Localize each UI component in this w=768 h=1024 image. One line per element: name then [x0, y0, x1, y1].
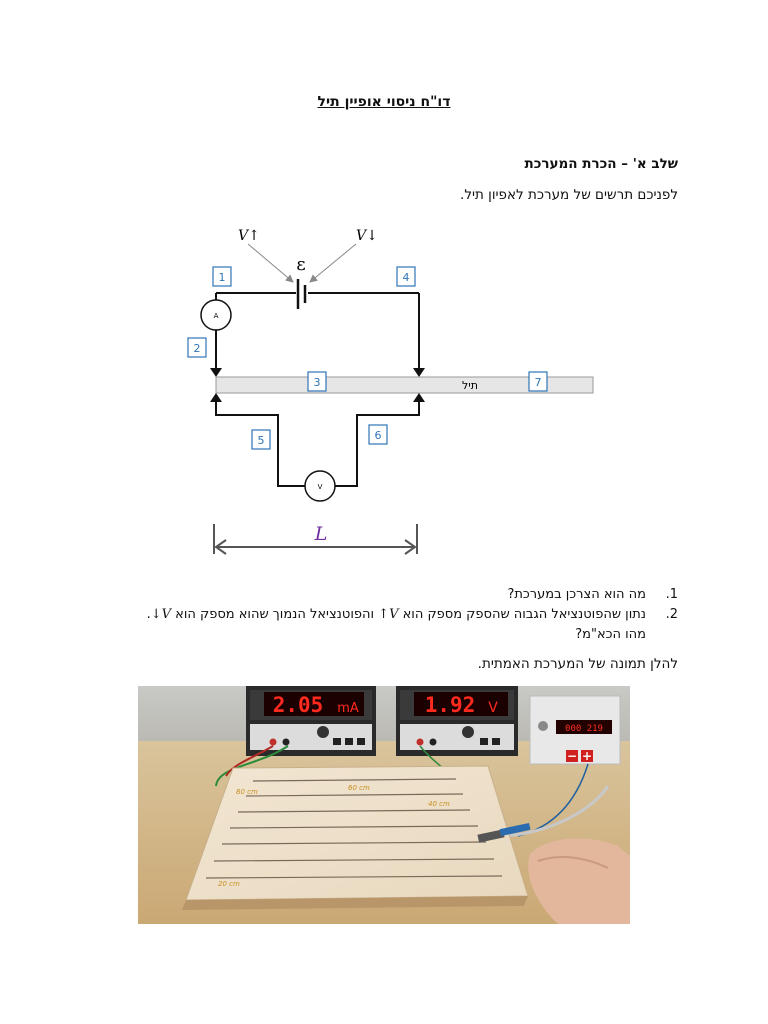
right-meter: [396, 686, 518, 756]
photo-caption: להלן תמונה של המערכת האמתית.: [477, 656, 678, 672]
box-3: [308, 372, 326, 391]
v-low-label: V↓: [356, 228, 378, 244]
box-5-label: 5: [257, 434, 265, 447]
left-meter: [246, 686, 376, 756]
question-1-text: מה הוא הצרכן במערכת?: [507, 587, 646, 602]
v-high-pointer: [248, 244, 293, 282]
v-high-label: V↑: [238, 228, 260, 244]
power-supply: [530, 696, 620, 764]
right-down-arrowhead: [413, 368, 425, 377]
left-meter-button-3: [357, 738, 365, 745]
right-meter-button-1: [480, 738, 488, 745]
box-1-label: 1: [218, 271, 226, 284]
question-2: [78, 605, 678, 645]
minus-terminal-label: −: [566, 749, 578, 763]
board-label-3: 60 cm: [348, 784, 370, 792]
left-meter-knob: [317, 726, 329, 738]
question-2-number: 2.: [665, 607, 678, 622]
box-2: [188, 338, 206, 357]
box-7-label: 7: [534, 376, 542, 389]
circuit-diagram: [180, 222, 610, 562]
box-7: [529, 372, 547, 391]
box-4: [397, 267, 415, 286]
question-2-line2: מהו הכא"מ?: [575, 627, 646, 642]
board-label-4: 80 cm: [236, 788, 258, 796]
left-meter-button-2: [345, 738, 353, 745]
right-meter-controls: [400, 724, 514, 750]
question-2-text-b: והפוטנציאל הנמוך שהוא מספק הוא: [171, 607, 379, 622]
right-meter-jack-red: [417, 739, 424, 746]
right-meter-button-2: [492, 738, 500, 745]
box-3-label: 3: [313, 376, 321, 389]
board-label-2: 40 cm: [428, 800, 450, 808]
question-2-var-low: V↓: [150, 607, 171, 622]
right-meter-knob: [462, 726, 474, 738]
emf-symbol: ε: [296, 254, 306, 275]
right-meter-unit: V: [488, 700, 498, 716]
v-low-pointer: [310, 244, 356, 282]
question-2-text-c: .: [146, 607, 151, 622]
left-meter-jack-black: [283, 739, 290, 746]
power-supply-display-text: 000 219: [565, 724, 603, 734]
right-meter-value: 1.92: [424, 693, 476, 717]
power-supply-knob: [538, 721, 548, 731]
question-2-text-a: נתון שהפוטנציאל הגבוה שהספק מספק הוא: [398, 607, 646, 622]
left-meter-jack-red: [270, 739, 277, 746]
box-6-label: 6: [374, 429, 382, 442]
wire-label: תיל: [462, 379, 478, 392]
left-meter-unit: mA: [337, 701, 359, 716]
left-meter-controls: [250, 724, 372, 750]
left-meter-value: 2.05: [272, 693, 324, 717]
length-label: L: [314, 523, 328, 545]
left-meter-button-1: [333, 738, 341, 745]
board-label-1: 20 cm: [218, 880, 240, 888]
plus-terminal-label: +: [581, 749, 593, 763]
ammeter-label: A: [213, 312, 219, 320]
box-5: [252, 430, 270, 449]
left-down-arrowhead: [210, 368, 222, 377]
box-1: [213, 267, 231, 286]
question-1-number: 1.: [665, 587, 678, 602]
box-2-label: 2: [193, 342, 201, 355]
box-4-label: 4: [402, 271, 410, 284]
right-meter-jack-black: [430, 739, 437, 746]
questions-list: [78, 585, 678, 645]
apparatus-photo: [138, 686, 630, 924]
section-heading: שלב א' – הכרת המערכת: [524, 156, 678, 172]
right-up-arrowhead: [413, 393, 425, 402]
document-title: דו"ח ניסוי אופיין תיל: [317, 94, 451, 110]
intro-paragraph: לפניכם תרשים של מערכת לאפיון תיל.: [460, 187, 678, 203]
question-1: [78, 585, 678, 605]
left-up-arrowhead: [210, 393, 222, 402]
box-6: [369, 425, 387, 444]
question-2-var-high: V↑: [378, 607, 399, 622]
voltmeter-label: V: [317, 483, 323, 491]
